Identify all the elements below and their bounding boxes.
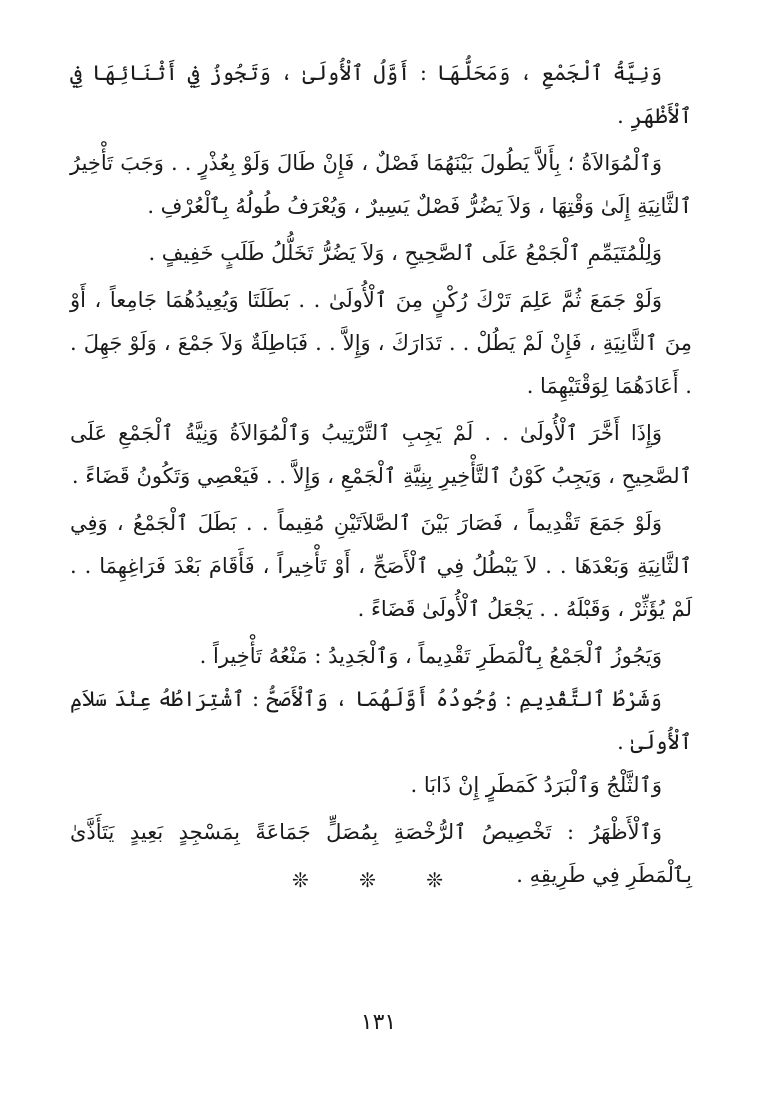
body-text — [70, 52, 692, 897]
paragraph-4: وَلَوْ جَمَعَ ثُمَّ عَلِمَ تَرْكَ رُكْنٍ مِنَ ٱلْأُولَىٰ . . بَطَلَتَا وَيُعِيدُهُمَا جَامِعاً ، أَوْ مِنَ ٱلثَّانِيَةِ ، فَإِنْ لَمْ يَطُلْ . . تَدَارَكَ ، وَإِلاَّ . . فَبَاطِلَةٌ وَلاَ جَمْعَ ، وَلَوْ جَهِلَ . . أَعَادَهُمَا لِوَقْتَيْهِمَا . — [70, 288, 692, 398]
paragraph-6: وَلَوْ جَمَعَ تَقْدِيماً ، فَصَارَ بَيْنَ ٱلصَّلاَتَيْنِ مُقِيماً . . بَطَلَ ٱلْجَمْعُ ، وَفِي ٱلثَّانِيَةِ وَبَعْدَهَا . . لاَ يَبْطُلُ فِي ٱلْأَصَحِّ ، أَوْ تَأْخِيراً ، فَأَقَامَ بَعْدَ فَرَاغِهِمَا . . لَمْ يُؤَثِّرْ ، وَقَبْلَهُ . . يَجْعَلُ ٱلْأُولَىٰ قَضَاءً . — [70, 511, 692, 621]
paragraph-3: وَلِلْمُتَيَمِّمِ ٱلْجَمْعُ عَلَى ٱلصَّحِيحِ ، وَلاَ يَضُرُّ تَخَلُّلُ طَلَبٍ خَفِيفٍ . — [148, 241, 662, 265]
paragraph-8: وَشَرْطُ ٱلتَّقْدِيمِ : وُجُودُهُ أَوَّلَهُمَا ، وَٱلْأَصَحُّ : ٱشْتِرَاطُهُ عِنْدَ سَلاَمِ ٱلْأُولَىٰ . — [70, 687, 692, 754]
paragraph-10: وَٱلْأَظْهَرُ : تَخْصِيصُ ٱلرُّخْصَةِ بِمُصَلٍّ جَمَاعَةً بِمَسْجِدٍ بَعِيدٍ يَتَأَذَّىٰ بِٱلْمَطَرِ فِي طَرِيقِهِ . — [70, 820, 692, 887]
paragraph-1: وَنِيَّةُ ٱلْجَمْعِ ، وَمَحَلُّهَا : أَوَّلُ ٱلْأُولَىٰ ، وَتَجُوزُ فِي أَثْنَائِهَا فِي ٱلْأَظْهَرِ . — [70, 61, 692, 128]
page-number: ١٣١ — [360, 1010, 397, 1035]
paragraph-2: وَٱلْمُوَالاَةُ ؛ بِأَلاَّ يَطُولَ بَيْنَهُمَا فَصْلٌ ، فَإِنْ طَالَ وَلَوْ بِعُذْرٍ . . وَجَبَ تَأْخِيرُ ٱلثَّانِيَةِ إِلَىٰ وَقْتِهَا ، وَلاَ يَضُرُّ فَصْلٌ يَسِيرٌ ، وَيُعْرَفُ طُولُهُ بِٱلْعُرْفِ . — [70, 151, 692, 218]
paragraph-5: وَإِذَا أَخَّرَ ٱلْأُولَىٰ . . لَمْ يَجِبِ ٱلتَّرْتِيبُ وَٱلْمُوَالاَةُ وَنِيَّةُ ٱلْجَمْعِ عَلَى ٱلصَّحِيحِ ، وَيَجِبُ كَوْنُ ٱلتَّأْخِيرِ بِنِيَّةِ ٱلْجَمْعِ ، وَإِلاَّ . . فَيَعْصِي وَتَكُونُ قَضَاءً . — [70, 421, 692, 488]
section-divider-ornament: ❊ ❊ ❊ — [292, 868, 465, 892]
paragraph-7: وَيَجُوزُ ٱلْجَمْعُ بِٱلْمَطَرِ تَقْدِيماً ، وَٱلْجَدِيدُ : مَنْعُهُ تَأْخِيراً . — [199, 644, 662, 668]
paragraph-9: وَٱلثَّلْجُ وَٱلْبَرَدُ كَمَطَرٍ إِنْ ذَابَا . — [410, 773, 662, 797]
